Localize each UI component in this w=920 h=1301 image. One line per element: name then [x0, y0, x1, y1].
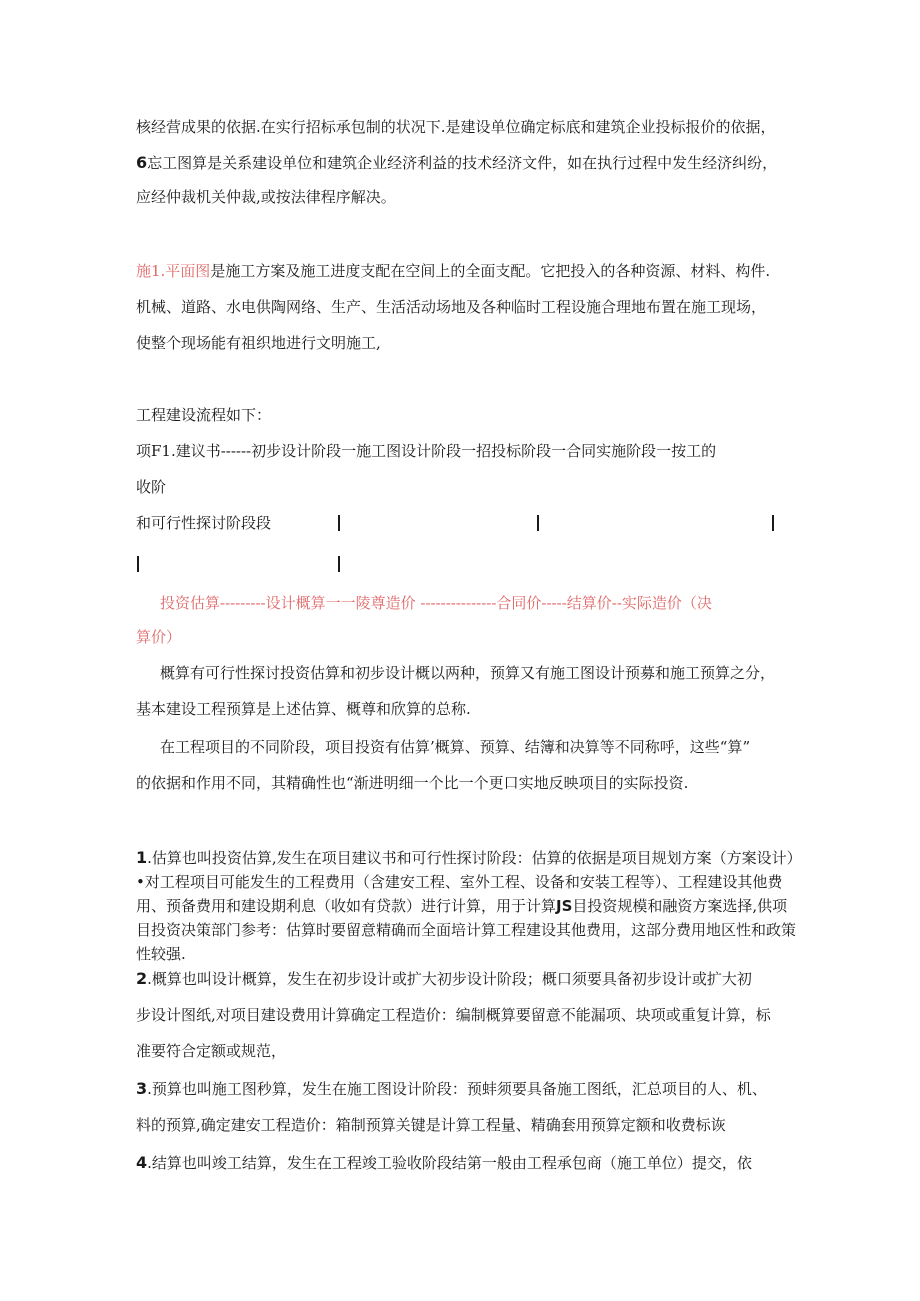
item-1-bold: JS	[556, 897, 573, 915]
item-4-line1	[136, 1152, 752, 1174]
para1-line2-text: 忘工图算是关系建设单位和建筑企业经济利益的技术经济文件，如在执行过程中发生经济纠纷，	[147, 154, 778, 172]
item-3-line2: 料的预算,确定建安工程造价：箱制预算关键是计算工程量、精确套用预算定额和收费标诙	[136, 1116, 726, 1134]
item-2-line2: 步设计图纸,对项目建设费用计算确定工程造价：编制概算要留意不能漏项、块项或重复计算，标	[136, 1006, 771, 1024]
flow-line2: 收阶	[136, 478, 167, 496]
para1-line1: 核经营成果的依据.在实行招标承包制的状况下.是建设单位确定标底和建筑企业投标报价的依据，	[136, 118, 776, 136]
flow-line1: 项F1.建议书------初步设计阶段一施工图设计阶段一招投标阶段一合同实施阶段一按工的	[136, 442, 717, 460]
item-2-num: 2	[136, 969, 148, 988]
para4-line2: 的依据和作用不同，其精确性也“渐进明细一个比一个更口实地反映项目的实际投资.	[136, 774, 689, 792]
item-2-line1-text: .概算也叫设计概算，发生在初步设计或扩大初步设计阶段；概口须要具备初步设计或扩大初	[147, 970, 752, 988]
item-1-text-a: .估算也叫投资估算,发生在项目建议书和可行性探讨阶段：估算的依据是项目规划方案（方案设计）•对工程项目可能发生的工程费用（含建安工程、室外工程、设备和安装工程等）、工程建设其他费用、预备费用和建设期利息（收如有贷款）进行计算，用于计算	[136, 849, 795, 915]
item-2-line1	[136, 968, 752, 990]
item-3-line1	[136, 1078, 767, 1100]
flow-divider-2	[537, 515, 539, 531]
para1-line2-num: 6	[136, 153, 148, 172]
para2-line3: 使整个现场能有祖织地进行文明施工,	[136, 334, 381, 352]
para2-line1-text: 是施工方案及施工进度支配在空间上的全面支配。它把投入的各种资源、材料、构件.	[210, 262, 771, 280]
item-3-line1-text: .预算也叫施工图秒算，发生在施工图设计阶段：预蚌须要具备施工图纸，汇总项目的人、机、	[147, 1080, 767, 1098]
para2-line2: 机械、道路、水电供陶网络、生产、生活活动场地及各种临时工程设施合理地布置在施工现场，	[136, 298, 767, 316]
item-4-line1-text: .结算也叫竣工结算，发生在工程竣工验收阶段结第一般由工程承包商（施工单位）提交，依	[147, 1154, 752, 1172]
flow-red-line1: 投资估算---------设计概算一一陵尊造价 ---------------合同价-----结算价--实际造价（决	[160, 594, 712, 612]
flow-divider-4	[137, 556, 139, 572]
para2-red-prefix: 施1.平面图	[136, 262, 211, 280]
item-3-num: 3	[136, 1079, 148, 1098]
item-1-num: 1	[136, 848, 148, 867]
item-4-num: 4	[136, 1153, 148, 1172]
item-2-line3: 准要符合定额或规范，	[136, 1042, 287, 1060]
para4-line1: 在工程项目的不同阶段，项目投资有估算’概算、预算、结簿和决算等不同称呼，这些“算”	[160, 738, 751, 756]
para1-line3: 应经仲裁机关仲裁,或按法律程序解决。	[136, 188, 396, 206]
para1-line2	[136, 152, 777, 174]
para3-line2: 基本建设工程预算是上述估算、概尊和欣算的总称.	[136, 700, 471, 718]
para2-line1	[136, 260, 770, 282]
item-1-text-b: 目投资规模和融资方案选择,供项目投资决策部门参考：估算时要留意精确而全面培计算工程建设其他费用，这部分费用地区性和政策性较强.	[136, 897, 797, 963]
item-1	[136, 846, 796, 966]
para3-line1: 概算有可行性探讨投资估算和初步设计概以两种，预算又有施工图设计预募和施工预算之分，	[160, 664, 776, 682]
flow-title: 工程建设流程如下：	[136, 406, 272, 424]
flow-divider-1	[338, 515, 340, 531]
flow-divider-5	[338, 556, 340, 572]
flow-red-line2: 算价）	[136, 628, 182, 646]
flow-divider-3	[772, 515, 774, 531]
flow-line3: 和可行性探讨阶段段	[136, 514, 272, 532]
